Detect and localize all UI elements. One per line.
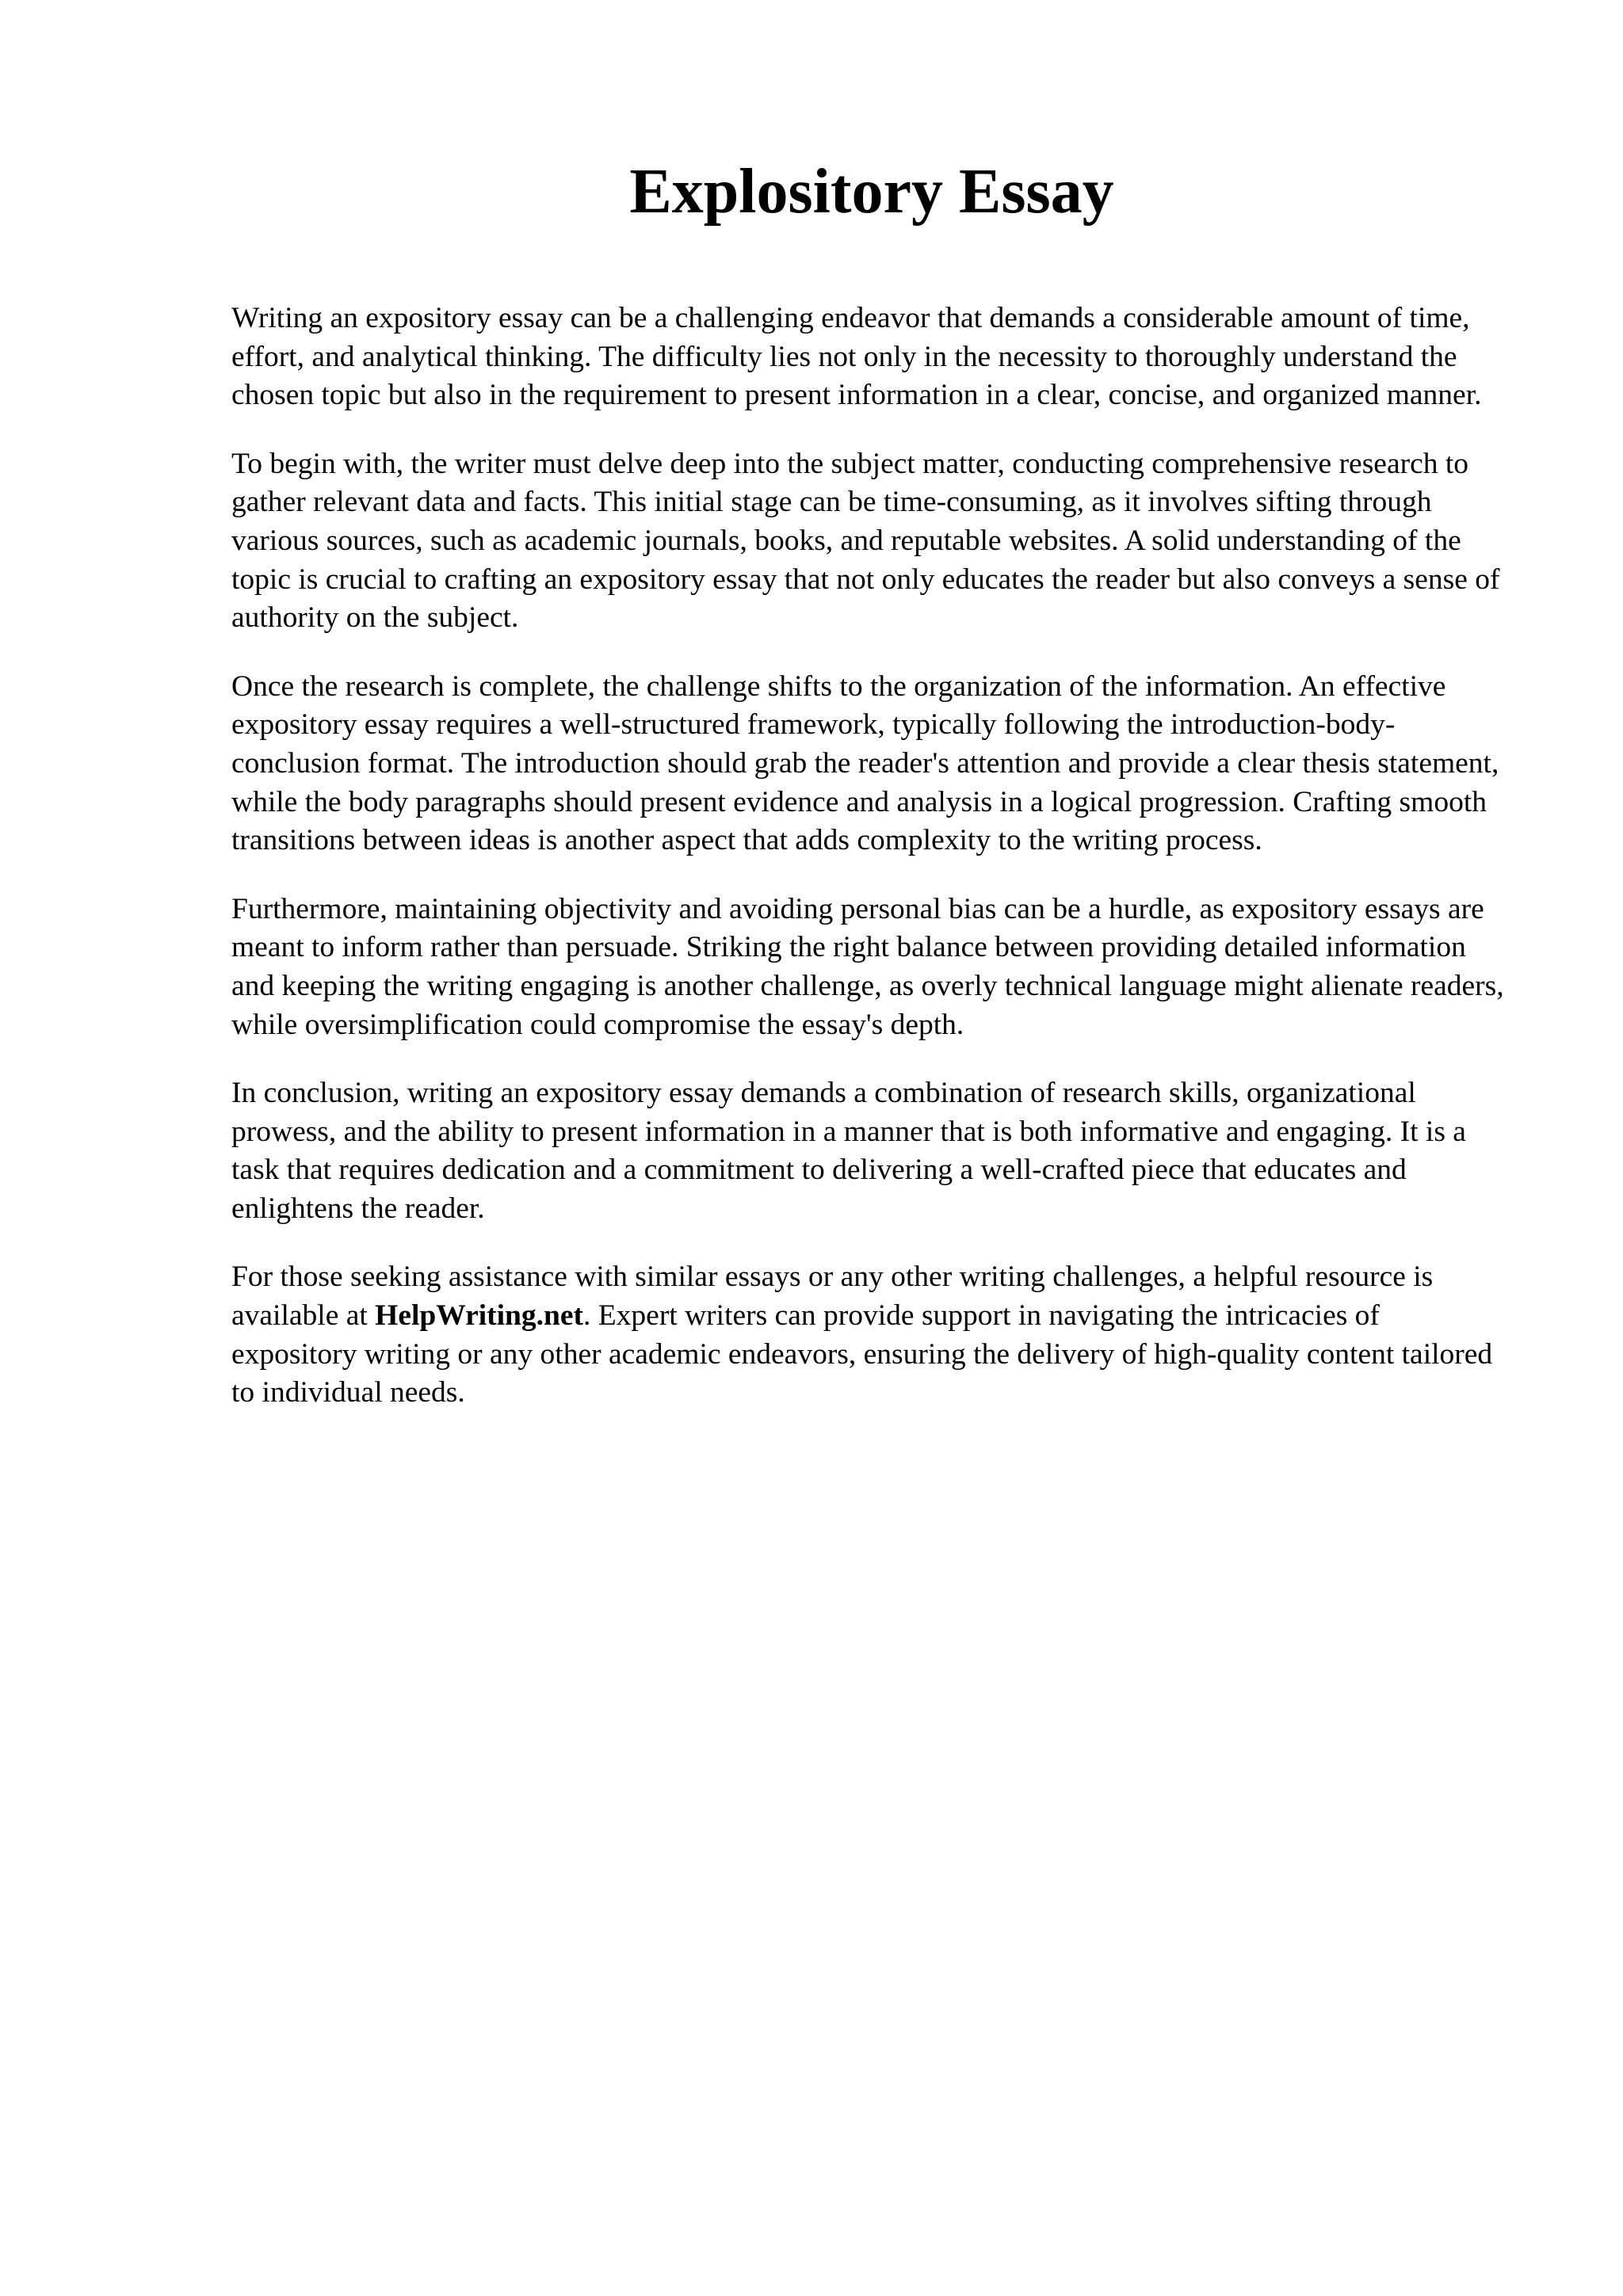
resource-text-before: For those seeking assistance with similar essays or any other writing challenges, a helpful resource is available at <box>231 1261 1434 1333</box>
helpwriting-link[interactable]: HelpWriting.net <box>375 1299 584 1333</box>
document-body <box>231 299 1507 1443</box>
resource-text-after: . Expert writers can provide support in navigating the intricacies of expository writing or any other academic endeavors, ensuring the delivery of high-quality content tailored to individual needs. <box>231 1299 1493 1409</box>
paragraph-conclusion: In conclusion, writing an expository essay demands a combination of research skills, organizational prowess, and the ability to present information in a manner that is both informative and engaging. It is a task that requires dedication and a commitment to delivering a well-crafted piece that educates and enlightens the reader. <box>231 1077 1466 1225</box>
paragraph-objectivity: Furthermore, maintaining objectivity and avoiding personal bias can be a hurdle, as expository essays are meant to inform rather than persuade. Striking the right balance between providing detailed information and keeping the writing engaging is another challenge, as overly technical language might alienate readers, while oversimplification could compromise the essay's depth. <box>231 892 1504 1041</box>
paragraph-resource <box>231 1258 1507 1412</box>
paragraph-organization: Once the research is complete, the challenge shifts to the organization of the information. An effective expository essay requires a well-structured framework, typically following the introduction-body-conclusion format. The introduction should grab the reader's attention and provide a clear thesis statement, while the body paragraphs should present evidence and analysis in a logical progression. Crafting smooth transitions between ideas is another aspect that adds complexity to the writing process. <box>231 669 1499 857</box>
paragraph-intro: Writing an expository essay can be a challenging endeavor that demands a considerable amount of time, effort, and analytical thinking. The difficulty lies not only in the necessity to thoroughly understand the chosen topic but also in the requirement to present information in a clear, concise, and organized manner. <box>231 302 1482 412</box>
paragraph-research: To begin with, the writer must delve deep into the subject matter, conducting comprehensive research to gather relevant data and facts. This initial stage can be time-consuming, as it involves sifting through various sources, such as academic journals, books, and reputable websites. A solid understanding of the topic is crucial to crafting an expository essay that not only educates the reader but also conveys a sense of authority on the subject. <box>231 447 1500 635</box>
document-title: Explository Essay <box>629 157 1114 227</box>
